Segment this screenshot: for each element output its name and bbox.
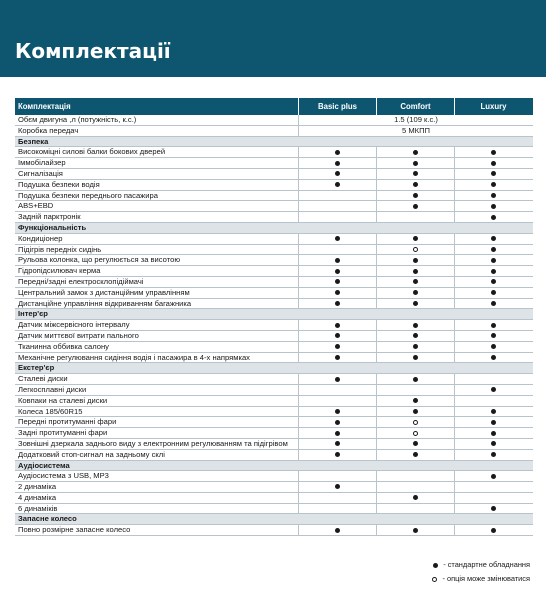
availability-cell-luxury bbox=[454, 245, 532, 255]
availability-cell-basic-plus bbox=[298, 234, 376, 244]
availability-cell-luxury bbox=[454, 191, 532, 201]
feature-label: Ковпаки на сталеві диски bbox=[18, 395, 108, 405]
section-cell bbox=[298, 223, 376, 233]
feature-label: Рульова колонка, що регулюється за висотою bbox=[18, 255, 181, 265]
availability-cell-basic-plus bbox=[298, 407, 376, 417]
availability-cell-luxury bbox=[454, 353, 532, 363]
table-row bbox=[15, 245, 533, 256]
standard-equipment-icon bbox=[491, 182, 496, 187]
standard-equipment-icon bbox=[413, 344, 418, 349]
section-title: Інтер'єр bbox=[18, 309, 48, 319]
feature-label: 6 динаміків bbox=[18, 503, 58, 513]
availability-cell-luxury bbox=[454, 525, 532, 535]
standard-equipment-icon bbox=[491, 247, 496, 252]
availability-cell-luxury bbox=[454, 396, 532, 406]
table-row bbox=[15, 417, 533, 428]
availability-cell-comfort bbox=[376, 396, 454, 406]
standard-equipment-icon bbox=[491, 279, 496, 284]
availability-cell-luxury bbox=[454, 234, 532, 244]
table-row bbox=[15, 525, 533, 536]
feature-label: Високоміцні силові балки бокових дверей bbox=[18, 147, 166, 157]
standard-equipment-icon bbox=[335, 377, 340, 382]
section-cell bbox=[454, 137, 532, 147]
availability-cell-luxury bbox=[454, 201, 532, 211]
section-cell bbox=[298, 461, 376, 471]
availability-cell-basic-plus bbox=[298, 288, 376, 298]
standard-equipment-icon bbox=[491, 171, 496, 176]
section-cell bbox=[376, 514, 454, 524]
standard-equipment-icon bbox=[335, 344, 340, 349]
table-row bbox=[15, 353, 533, 364]
availability-cell-luxury bbox=[454, 255, 532, 265]
availability-cell-comfort bbox=[376, 439, 454, 449]
availability-cell-comfort bbox=[376, 331, 454, 341]
standard-equipment-icon bbox=[491, 344, 496, 349]
legend-optional bbox=[430, 572, 530, 586]
availability-cell-basic-plus bbox=[298, 201, 376, 211]
standard-equipment-icon bbox=[491, 420, 496, 425]
availability-cell-luxury bbox=[454, 504, 532, 514]
availability-cell-basic-plus bbox=[298, 504, 376, 514]
section-cell bbox=[454, 461, 532, 471]
feature-label: Передні протитуманні фари bbox=[18, 417, 117, 427]
standard-equipment-icon bbox=[491, 409, 496, 414]
standard-equipment-icon bbox=[413, 323, 418, 328]
feature-label: Сталеві диски bbox=[18, 374, 68, 384]
section-cell bbox=[298, 137, 376, 147]
availability-cell-comfort bbox=[376, 450, 454, 460]
column-header-comfort: Comfort bbox=[376, 98, 454, 115]
standard-equipment-icon bbox=[491, 387, 496, 392]
availability-cell-comfort bbox=[376, 353, 454, 363]
section-cell bbox=[376, 309, 454, 319]
standard-equipment-icon bbox=[491, 528, 496, 533]
availability-cell-basic-plus bbox=[298, 266, 376, 276]
table-row bbox=[15, 212, 533, 223]
table-row bbox=[15, 288, 533, 299]
availability-cell-luxury bbox=[454, 471, 532, 481]
availability-cell-luxury bbox=[454, 439, 532, 449]
availability-cell-luxury bbox=[454, 147, 532, 157]
availability-cell-basic-plus bbox=[298, 331, 376, 341]
standard-equipment-icon bbox=[491, 193, 496, 198]
column-header-feature: Комплектація bbox=[18, 102, 71, 111]
standard-equipment-icon bbox=[413, 441, 418, 446]
availability-cell-basic-plus bbox=[298, 147, 376, 157]
standard-equipment-icon bbox=[491, 441, 496, 446]
standard-equipment-icon bbox=[413, 452, 418, 457]
standard-equipment-icon bbox=[433, 563, 438, 568]
feature-label: Легкосплавні диски bbox=[18, 384, 87, 394]
availability-cell-comfort bbox=[376, 417, 454, 427]
availability-cell-comfort bbox=[376, 201, 454, 211]
availability-cell-luxury bbox=[454, 374, 532, 384]
feature-label: Центральний замок з дистанційним управлінням bbox=[18, 287, 190, 297]
availability-cell-luxury bbox=[454, 180, 532, 190]
standard-equipment-icon bbox=[335, 528, 340, 533]
availability-cell-comfort bbox=[376, 471, 454, 481]
standard-equipment-icon bbox=[413, 150, 418, 155]
table-row bbox=[15, 407, 533, 418]
availability-cell-basic-plus bbox=[298, 428, 376, 438]
feature-label: Механічне регулювання сидіння водія і пасажира в 4-х напрямках bbox=[18, 352, 250, 362]
availability-cell-comfort bbox=[376, 493, 454, 503]
availability-cell-comfort bbox=[376, 299, 454, 309]
availability-cell-basic-plus bbox=[298, 169, 376, 179]
section-cell bbox=[454, 309, 532, 319]
standard-equipment-icon bbox=[413, 269, 418, 274]
availability-cell-comfort bbox=[376, 180, 454, 190]
standard-equipment-icon bbox=[491, 355, 496, 360]
feature-label: Задні протитуманні фари bbox=[18, 428, 108, 438]
feature-label: Датчик міжсервісного інтервалу bbox=[18, 320, 130, 330]
availability-cell-basic-plus bbox=[298, 158, 376, 168]
table-row bbox=[15, 320, 533, 331]
legend-optional-label: - опція може змінюватися bbox=[442, 574, 530, 583]
page-header bbox=[0, 0, 546, 77]
feature-label: Гідропідсилювач керма bbox=[18, 266, 101, 276]
feature-label: Дистанційне управління відкриванням багажника bbox=[18, 298, 192, 308]
optional-equipment-icon bbox=[413, 420, 418, 425]
availability-cell-luxury bbox=[454, 158, 532, 168]
standard-equipment-icon bbox=[335, 301, 340, 306]
table-row bbox=[15, 428, 533, 439]
optional-equipment-icon bbox=[413, 247, 418, 252]
table-row bbox=[15, 385, 533, 396]
section-title: Безпека bbox=[18, 136, 49, 146]
availability-cell-comfort bbox=[376, 374, 454, 384]
standard-equipment-icon bbox=[413, 333, 418, 338]
standard-equipment-icon bbox=[413, 204, 418, 209]
section-title: Екстер'єр bbox=[18, 363, 55, 373]
table-row bbox=[15, 255, 533, 266]
feature-label: Задній парктронік bbox=[18, 212, 81, 222]
availability-cell-basic-plus bbox=[298, 245, 376, 255]
table-row bbox=[15, 147, 533, 158]
availability-cell-basic-plus bbox=[298, 353, 376, 363]
section-row bbox=[15, 309, 533, 320]
feature-label: 2 динаміка bbox=[18, 482, 57, 492]
standard-equipment-icon bbox=[491, 431, 496, 436]
availability-cell-comfort bbox=[376, 147, 454, 157]
availability-cell-luxury bbox=[454, 342, 532, 352]
availability-cell-comfort bbox=[376, 482, 454, 492]
availability-cell-basic-plus bbox=[298, 342, 376, 352]
table-row bbox=[15, 169, 533, 180]
availability-cell-comfort bbox=[376, 234, 454, 244]
standard-equipment-icon bbox=[491, 506, 496, 511]
feature-label: Тканинна оббивка салону bbox=[18, 341, 109, 351]
table-row bbox=[15, 396, 533, 407]
standard-equipment-icon bbox=[491, 333, 496, 338]
spec-row bbox=[15, 126, 533, 137]
availability-cell-basic-plus bbox=[298, 191, 376, 201]
standard-equipment-icon bbox=[491, 161, 496, 166]
standard-equipment-icon bbox=[491, 258, 496, 263]
availability-cell-luxury bbox=[454, 428, 532, 438]
availability-cell-basic-plus bbox=[298, 374, 376, 384]
spec-label: Коробка передач bbox=[18, 125, 79, 135]
feature-label: Повно розмірне запасне колесо bbox=[18, 525, 131, 535]
feature-label: Передні/задні електросклопідіймачі bbox=[18, 276, 144, 286]
availability-cell-luxury bbox=[454, 266, 532, 276]
table-row bbox=[15, 450, 533, 461]
feature-label: Подушка безпеки водія bbox=[18, 179, 100, 189]
standard-equipment-icon bbox=[413, 290, 418, 295]
availability-cell-basic-plus bbox=[298, 450, 376, 460]
availability-cell-basic-plus bbox=[298, 385, 376, 395]
availability-cell-comfort bbox=[376, 525, 454, 535]
availability-cell-luxury bbox=[454, 417, 532, 427]
table-row bbox=[15, 266, 533, 277]
standard-equipment-icon bbox=[335, 441, 340, 446]
availability-cell-comfort bbox=[376, 385, 454, 395]
table-row bbox=[15, 277, 533, 288]
feature-label: Сигналізація bbox=[18, 168, 63, 178]
section-cell bbox=[454, 363, 532, 373]
optional-equipment-icon bbox=[413, 431, 418, 436]
standard-equipment-icon bbox=[491, 301, 496, 306]
standard-equipment-icon bbox=[335, 182, 340, 187]
section-cell bbox=[376, 363, 454, 373]
availability-cell-luxury bbox=[454, 450, 532, 460]
section-row bbox=[15, 223, 533, 234]
table-row bbox=[15, 471, 533, 482]
section-cell bbox=[376, 223, 454, 233]
standard-equipment-icon bbox=[413, 171, 418, 176]
availability-cell-comfort bbox=[376, 428, 454, 438]
table-row bbox=[15, 180, 533, 191]
availability-cell-luxury bbox=[454, 320, 532, 330]
availability-cell-luxury bbox=[454, 482, 532, 492]
page-title: Комплектації bbox=[15, 39, 171, 63]
availability-cell-comfort bbox=[376, 504, 454, 514]
table-row bbox=[15, 374, 533, 385]
standard-equipment-icon bbox=[335, 452, 340, 457]
availability-cell-basic-plus bbox=[298, 277, 376, 287]
legend bbox=[430, 558, 530, 586]
table-row bbox=[15, 482, 533, 493]
standard-equipment-icon bbox=[413, 528, 418, 533]
standard-equipment-icon bbox=[413, 355, 418, 360]
section-cell bbox=[298, 309, 376, 319]
table-body bbox=[15, 115, 533, 536]
table-header-row bbox=[15, 98, 533, 115]
table-row bbox=[15, 158, 533, 169]
availability-cell-basic-plus bbox=[298, 493, 376, 503]
standard-equipment-icon bbox=[335, 161, 340, 166]
spec-row bbox=[15, 115, 533, 126]
availability-cell-luxury bbox=[454, 212, 532, 222]
spec-value: 1.5 (109 к.с.) bbox=[298, 115, 533, 125]
availability-cell-basic-plus bbox=[298, 255, 376, 265]
standard-equipment-icon bbox=[413, 409, 418, 414]
section-row bbox=[15, 514, 533, 525]
section-cell bbox=[298, 363, 376, 373]
standard-equipment-icon bbox=[413, 398, 418, 403]
standard-equipment-icon bbox=[335, 258, 340, 263]
column-header-basic-plus: Basic plus bbox=[298, 98, 376, 115]
availability-cell-basic-plus bbox=[298, 482, 376, 492]
availability-cell-luxury bbox=[454, 493, 532, 503]
standard-equipment-icon bbox=[491, 150, 496, 155]
availability-cell-basic-plus bbox=[298, 299, 376, 309]
availability-cell-luxury bbox=[454, 407, 532, 417]
standard-equipment-icon bbox=[413, 193, 418, 198]
feature-label: Аудіосистема з USB, MP3 bbox=[18, 471, 109, 481]
table-row bbox=[15, 331, 533, 342]
feature-label: Подушка безпеки переднього пасажира bbox=[18, 190, 158, 200]
standard-equipment-icon bbox=[335, 290, 340, 295]
availability-cell-comfort bbox=[376, 342, 454, 352]
column-header-luxury: Luxury bbox=[454, 98, 532, 115]
standard-equipment-icon bbox=[413, 301, 418, 306]
feature-label: Датчик миттєвої витрати пального bbox=[18, 330, 139, 340]
standard-equipment-icon bbox=[335, 420, 340, 425]
availability-cell-luxury bbox=[454, 385, 532, 395]
availability-cell-basic-plus bbox=[298, 417, 376, 427]
availability-cell-basic-plus bbox=[298, 439, 376, 449]
availability-cell-luxury bbox=[454, 288, 532, 298]
standard-equipment-icon bbox=[413, 182, 418, 187]
section-row bbox=[15, 461, 533, 472]
standard-equipment-icon bbox=[335, 333, 340, 338]
feature-label: Колеса 185/60R15 bbox=[18, 406, 83, 416]
standard-equipment-icon bbox=[491, 269, 496, 274]
optional-equipment-icon bbox=[432, 577, 437, 582]
standard-equipment-icon bbox=[335, 431, 340, 436]
availability-cell-basic-plus bbox=[298, 396, 376, 406]
standard-equipment-icon bbox=[413, 495, 418, 500]
section-row bbox=[15, 137, 533, 148]
table-row bbox=[15, 493, 533, 504]
availability-cell-comfort bbox=[376, 266, 454, 276]
feature-label: Підігрів передніх сидінь bbox=[18, 244, 102, 254]
availability-cell-comfort bbox=[376, 158, 454, 168]
table-row bbox=[15, 299, 533, 310]
availability-cell-luxury bbox=[454, 169, 532, 179]
standard-equipment-icon bbox=[335, 150, 340, 155]
standard-equipment-icon bbox=[413, 258, 418, 263]
section-title: Функціональність bbox=[18, 222, 87, 232]
table-row bbox=[15, 504, 533, 515]
feature-label: 4 динаміка bbox=[18, 492, 57, 502]
availability-cell-basic-plus bbox=[298, 525, 376, 535]
standard-equipment-icon bbox=[335, 279, 340, 284]
availability-cell-basic-plus bbox=[298, 471, 376, 481]
standard-equipment-icon bbox=[413, 279, 418, 284]
availability-cell-basic-plus bbox=[298, 180, 376, 190]
standard-equipment-icon bbox=[491, 204, 496, 209]
section-cell bbox=[298, 514, 376, 524]
availability-cell-luxury bbox=[454, 277, 532, 287]
standard-equipment-icon bbox=[335, 323, 340, 328]
availability-cell-comfort bbox=[376, 255, 454, 265]
availability-cell-comfort bbox=[376, 191, 454, 201]
standard-equipment-icon bbox=[335, 171, 340, 176]
availability-cell-basic-plus bbox=[298, 320, 376, 330]
spec-value: 5 МКПП bbox=[298, 126, 533, 136]
standard-equipment-icon bbox=[491, 323, 496, 328]
availability-cell-basic-plus bbox=[298, 212, 376, 222]
section-cell bbox=[376, 461, 454, 471]
legend-standard-label: - стандартне обладнання bbox=[443, 560, 530, 569]
standard-equipment-icon bbox=[335, 236, 340, 241]
standard-equipment-icon bbox=[335, 484, 340, 489]
table-row bbox=[15, 201, 533, 212]
standard-equipment-icon bbox=[413, 377, 418, 382]
feature-label: Іммобілайзер bbox=[18, 158, 66, 168]
trim-comparison-table bbox=[15, 98, 533, 536]
feature-label: Додатковий стоп-сигнал на задньому склі bbox=[18, 449, 165, 459]
table-row bbox=[15, 191, 533, 202]
table-row bbox=[15, 234, 533, 245]
standard-equipment-icon bbox=[491, 452, 496, 457]
section-cell bbox=[454, 223, 532, 233]
section-title: Аудіосистема bbox=[18, 460, 70, 470]
availability-cell-comfort bbox=[376, 288, 454, 298]
availability-cell-comfort bbox=[376, 169, 454, 179]
standard-equipment-icon bbox=[491, 290, 496, 295]
availability-cell-comfort bbox=[376, 245, 454, 255]
feature-label: Кондиціонер bbox=[18, 233, 63, 243]
table-row bbox=[15, 439, 533, 450]
standard-equipment-icon bbox=[491, 215, 496, 220]
feature-label: ABS+EBD bbox=[18, 201, 54, 211]
standard-equipment-icon bbox=[491, 474, 496, 479]
section-cell bbox=[376, 137, 454, 147]
section-title: Запасне колесо bbox=[18, 514, 77, 524]
availability-cell-comfort bbox=[376, 277, 454, 287]
standard-equipment-icon bbox=[335, 355, 340, 360]
standard-equipment-icon bbox=[413, 236, 418, 241]
section-row bbox=[15, 363, 533, 374]
legend-standard bbox=[430, 558, 530, 572]
standard-equipment-icon bbox=[413, 161, 418, 166]
feature-label: Зовнішні дзеркала заднього виду з електронним регулюванням та підігрівом bbox=[18, 438, 288, 448]
standard-equipment-icon bbox=[335, 409, 340, 414]
spec-label: Обєм двигуна ,л (потужність, к.с.) bbox=[18, 115, 137, 124]
standard-equipment-icon bbox=[491, 236, 496, 241]
availability-cell-luxury bbox=[454, 299, 532, 309]
availability-cell-comfort bbox=[376, 407, 454, 417]
availability-cell-comfort bbox=[376, 212, 454, 222]
section-cell bbox=[454, 514, 532, 524]
standard-equipment-icon bbox=[335, 269, 340, 274]
availability-cell-comfort bbox=[376, 320, 454, 330]
availability-cell-luxury bbox=[454, 331, 532, 341]
table-row bbox=[15, 342, 533, 353]
